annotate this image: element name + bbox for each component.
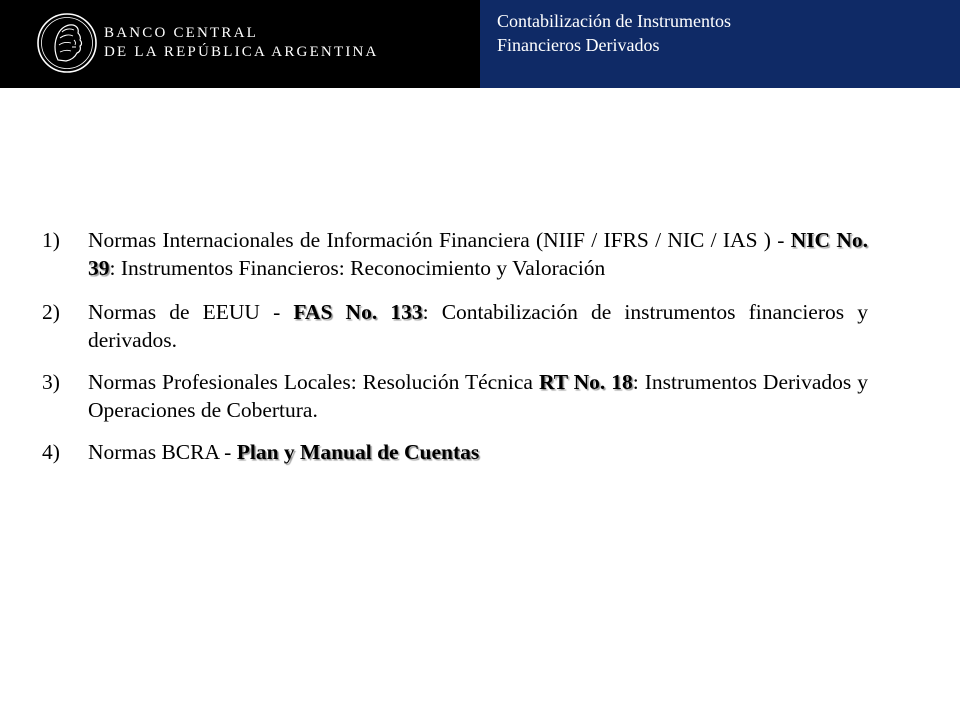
list-item-text: : Contabilización de instrumentos financieros y derivados. (88, 300, 868, 352)
bank-name-line1: BANCO CENTRAL (104, 25, 259, 41)
list-item-text: Normas de EEUU - (88, 300, 294, 324)
list-item-number: 2) (42, 300, 60, 324)
list-item-text: Normas Internacionales de Información Financiera (NIIF / IFRS / NIC / IAS ) - (88, 228, 791, 252)
slide-header (0, 0, 960, 88)
list-item-highlight: FAS No. 133 (293, 300, 423, 324)
list-item-text: Normas Profesionales Locales: Resolución Técnica (88, 370, 539, 394)
list-item-text: Normas BCRA - (88, 440, 237, 464)
list-item (42, 368, 868, 424)
liberty-head-seal-icon (36, 12, 98, 74)
slide-title-panel (480, 0, 960, 88)
list-item-text: : Instrumentos Financieros: Reconocimiento y Valoración (109, 256, 606, 280)
list-item (42, 298, 868, 354)
list-item (42, 226, 868, 282)
list-item-number: 3) (42, 370, 60, 394)
bank-logo-panel (0, 0, 480, 88)
list-item-number: 4) (42, 440, 60, 464)
bank-name-line2: DE LA REPÚBLICA ARGENTINA (104, 44, 379, 60)
slide-title (497, 9, 731, 57)
list-item-text: : Instrumentos Derivados y Operaciones de Cobertura. (88, 370, 868, 422)
list-item-number: 1) (42, 228, 60, 252)
list-item-highlight: NIC No. 39 (88, 228, 868, 280)
list-item-highlight: RT No. 18 (538, 370, 633, 394)
standards-list (42, 226, 868, 482)
slide-title-line2: Financieros Derivados (497, 35, 660, 55)
bank-name (104, 24, 379, 62)
list-item (42, 438, 868, 466)
list-item-highlight: Plan y Manual de Cuentas (236, 440, 480, 464)
slide-title-line1: Contabilización de Instrumentos (497, 11, 731, 31)
